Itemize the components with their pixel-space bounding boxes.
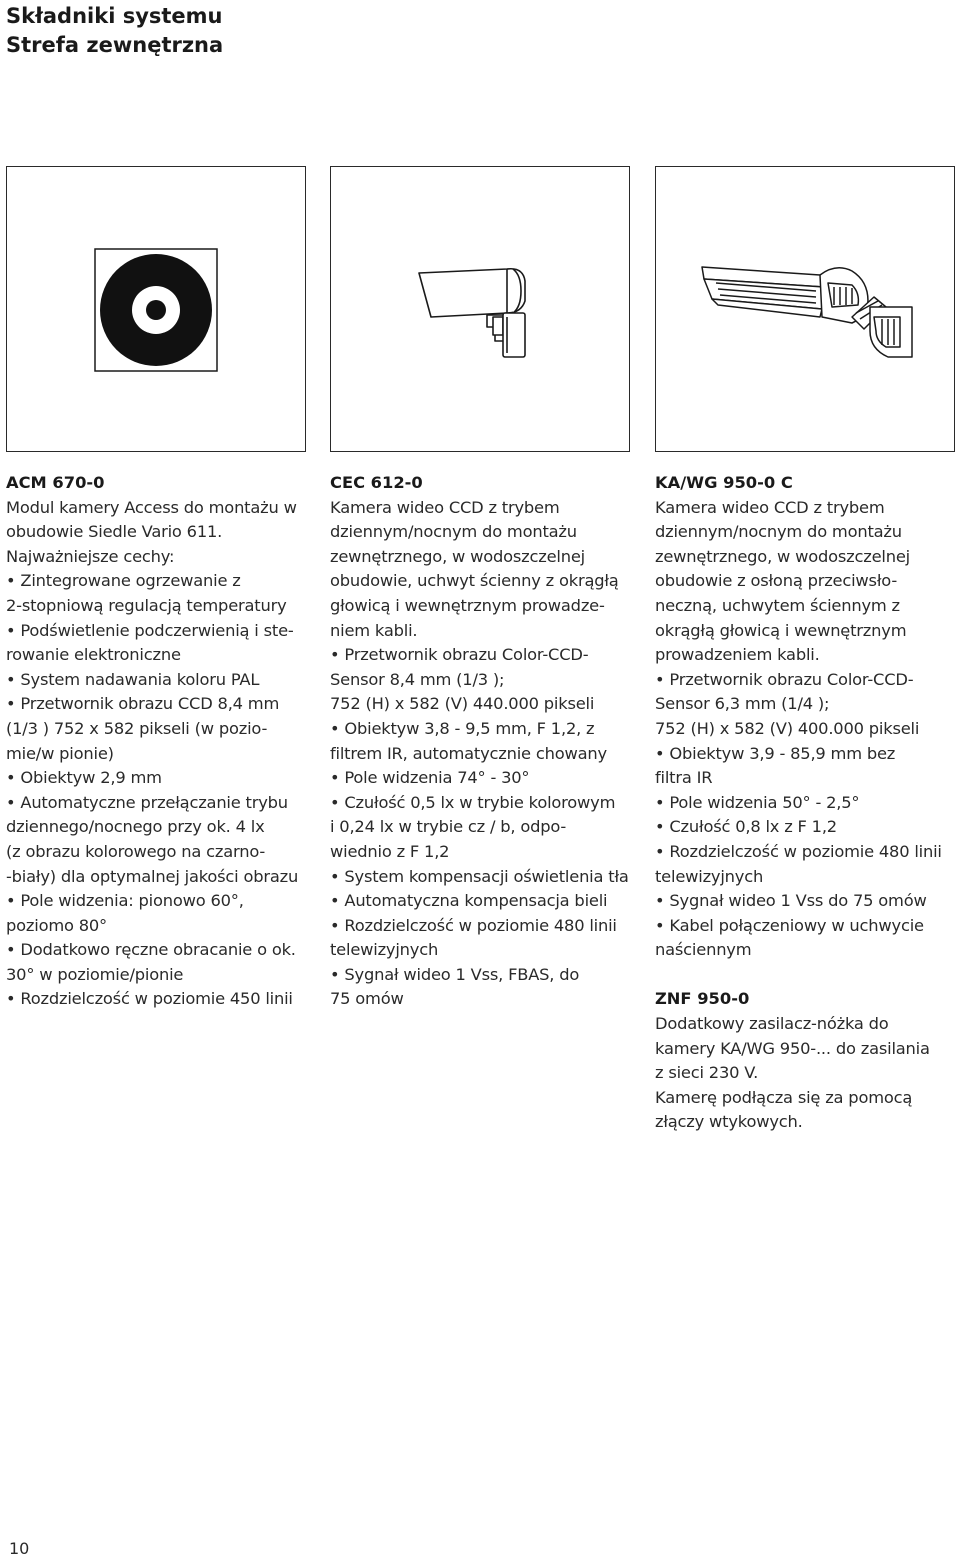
description-line: • Przetwornik obrazu Color-CCD- [655, 669, 914, 689]
product-column-acm [6, 471, 311, 1012]
description-line: • System nadawania koloru PAL [6, 669, 260, 689]
description-line: • Pole widzenia: pionowo 60°, [6, 891, 244, 911]
description-line: okrągłą głowicą i wewnętrznym [655, 620, 907, 640]
description-line: telewizyjnych [655, 866, 764, 886]
description-line: • Obiektyw 3,8 - 9,5 mm, F 1,2, z [330, 718, 595, 738]
description-line: -biały) dla optymalnej jakości obrazu [6, 866, 299, 886]
description-line: prowadzeniem kabli. [655, 645, 820, 665]
description-line: zewnętrznego, w wodoszczelnej [330, 546, 586, 566]
description-line: • Rozdzielczość w poziomie 480 linii [655, 841, 942, 861]
description-line: (1/3 ) 752 x 582 pikseli (w pozio- [6, 718, 268, 738]
description-line: • System kompensacji oświetlenia tła [330, 866, 629, 886]
description-line: obudowie z osłoną przeciwsło- [655, 571, 897, 591]
description-line: • Czułość 0,8 lx z F 1,2 [655, 817, 837, 837]
description-line: • Przetwornik obrazu CCD 8,4 mm [6, 694, 280, 714]
description-line: zewnętrznego, w wodoszczelnej [655, 546, 911, 566]
page-subtitle: Strefa zewnętrzna [6, 33, 224, 57]
description-line: niem kabli. [330, 620, 418, 640]
description-line: 30° w poziomie/pionie [6, 964, 184, 984]
description-line: dziennym/nocnym do montażu [330, 522, 577, 542]
page-heading [6, 2, 223, 60]
description-line: • Dodatkowo ręczne obracanie o ok. [6, 940, 296, 960]
description-line: (z obrazu kolorowego na czarno- [6, 841, 266, 861]
description-line: Kamerę podłącza się za pomocą [655, 1087, 913, 1107]
description-line: • Automatyczna kompensacja bieli [330, 891, 608, 911]
description-line: Modul kamery Access do montażu w [6, 497, 297, 517]
description-line: • Sygnał wideo 1 Vss do 75 omów [655, 891, 927, 911]
description-line: • Podświetlenie podczerwienią i ste- [6, 620, 294, 640]
description-line: • Kabel połączeniowy w uchwycie [655, 915, 924, 935]
description-line: Sensor 6,3 mm (1/4 ); [655, 694, 830, 714]
description-line: obudowie Siedle Vario 611. [6, 522, 223, 542]
description-line: dziennego/nocnego przy ok. 4 lx [6, 817, 265, 837]
product-title: CEC 612-0 [330, 473, 423, 492]
description-line: • Czułość 0,5 lx w trybie kolorowym [330, 792, 616, 812]
description-line: • Rozdzielczość w poziomie 480 linii [330, 915, 617, 935]
description-line: • Pole widzenia 74° - 30° [330, 768, 530, 788]
description-line: głowicą i wewnętrznym prowadze- [330, 595, 605, 615]
product-title: KA/WG 950-0 C [655, 473, 793, 492]
description-line: 2-stopniową regulacją temperatury [6, 595, 287, 615]
description-line: kamery KA/WG 950-... do zasilania [655, 1038, 930, 1058]
description-line: Dodatkowy zasilacz-nóżka do [655, 1014, 889, 1034]
description-line: • Pole widzenia 50° - 2,5° [655, 792, 860, 812]
description-line: rowanie elektroniczne [6, 645, 181, 665]
description-line: telewizyjnych [330, 940, 439, 960]
cec-illustration-frame [330, 166, 630, 452]
description-line: naściennym [655, 940, 752, 960]
description-line: mie/w pionie) [6, 743, 114, 763]
description-line: filtra IR [655, 768, 713, 788]
description-line: złączy wtykowych. [655, 1112, 803, 1132]
page-title: Składniki systemu [6, 4, 223, 28]
description-line: • Przetwornik obrazu Color-CCD- [330, 645, 589, 665]
description-line: poziomo 80° [6, 915, 107, 935]
page-number: 10 [9, 1539, 30, 1558]
acm-illustration-frame [6, 166, 306, 452]
description-line: • Rozdzielczość w poziomie 450 linii [6, 989, 293, 1009]
description-line: wiednio z F 1,2 [330, 841, 450, 861]
description-line: z sieci 230 V. [655, 1063, 759, 1083]
acm-camera-module-illustration-icon [7, 167, 307, 453]
kawg-housing-camera-illustration-icon [656, 167, 956, 453]
description-line: 75 omów [330, 989, 404, 1009]
description-line: • Sygnał wideo 1 Vss, FBAS, do [330, 964, 580, 984]
description-line: • Obiektyw 3,9 - 85,9 mm bez [655, 743, 896, 763]
description-line: 752 (H) x 582 (V) 400.000 pikseli [655, 718, 920, 738]
product-title: ACM 670-0 [6, 473, 105, 492]
description-line: • Obiektyw 2,9 mm [6, 768, 162, 788]
description-line: obudowie, uchwyt ścienny z okrągłą [330, 571, 619, 591]
kawg-illustration-frame [655, 166, 955, 452]
description-line: i 0,24 lx w trybie cz / b, odpo- [330, 817, 567, 837]
description-line: Najważniejsze cechy: [6, 546, 175, 566]
description-line: Sensor 8,4 mm (1/3 ); [330, 669, 505, 689]
description-line: Kamera wideo CCD z trybem [330, 497, 560, 517]
product-column-kawg [655, 471, 960, 1135]
description-line: • Automatyczne przełączanie trybu [6, 792, 288, 812]
product-title: ZNF 950-0 [655, 989, 750, 1009]
description-line: 752 (H) x 582 (V) 440.000 pikseli [330, 694, 595, 714]
product-column-cec [330, 471, 635, 1012]
cec-wall-camera-illustration-icon [331, 167, 631, 453]
description-line: neczną, uchwytem ściennym z [655, 595, 900, 615]
description-line: • Zintegrowane ogrzewanie z [6, 571, 241, 591]
description-line: Kamera wideo CCD z trybem [655, 497, 885, 517]
description-line: dziennym/nocnym do montażu [655, 522, 902, 542]
description-line: filtrem IR, automatycznie chowany [330, 743, 607, 763]
